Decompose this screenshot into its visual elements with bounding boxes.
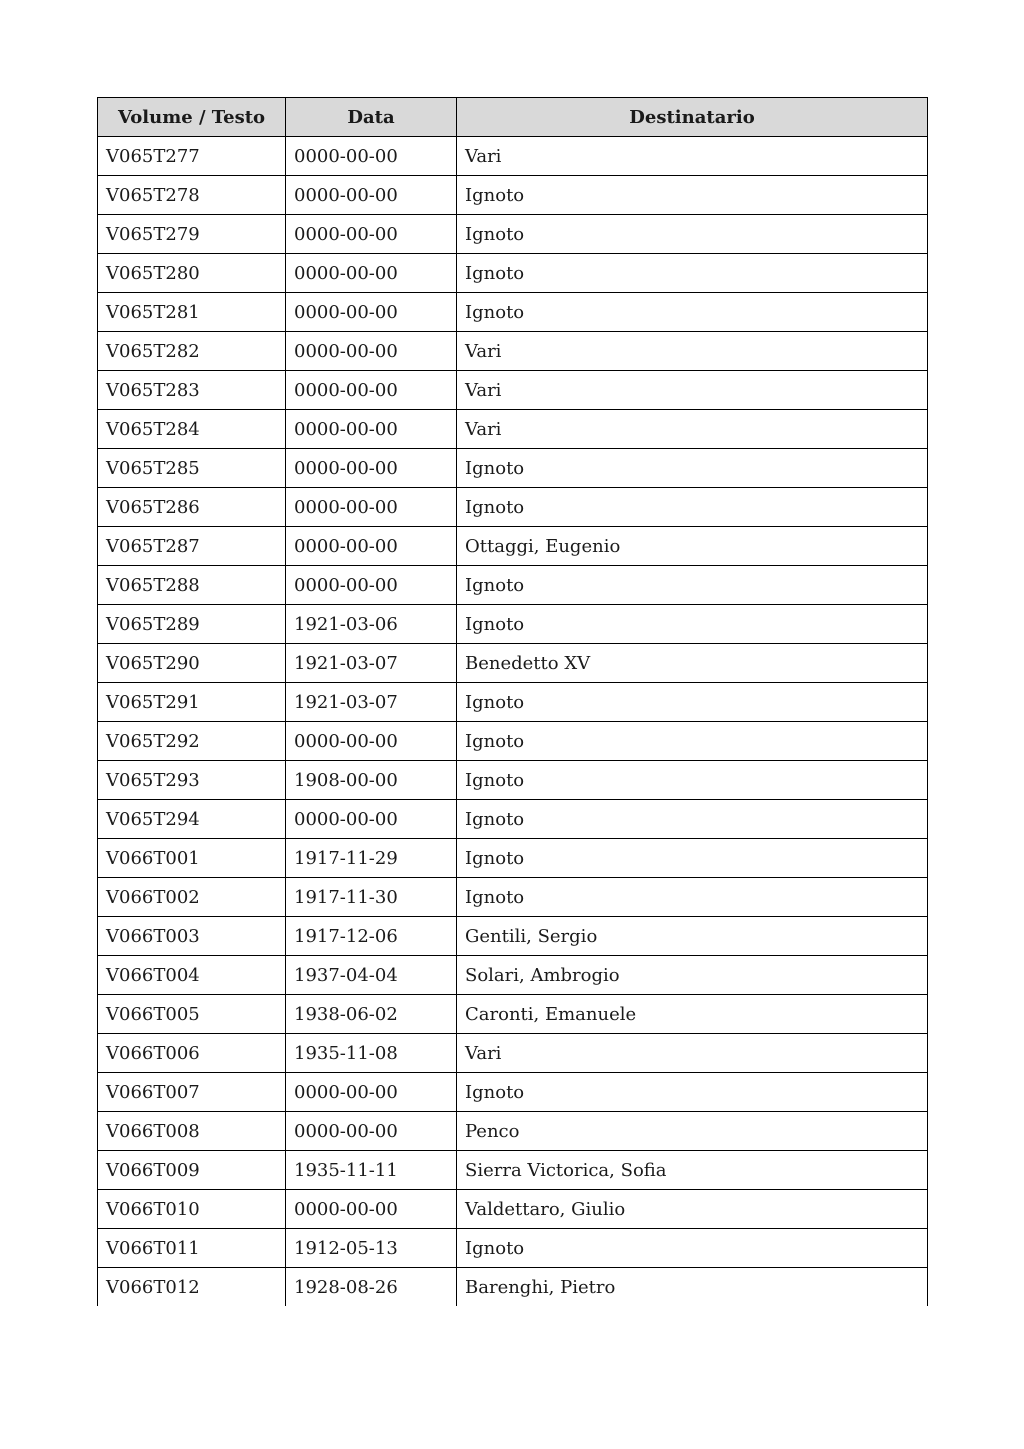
table-row <box>98 800 928 839</box>
table-row <box>98 332 928 371</box>
table-row <box>98 878 928 917</box>
document-page <box>97 97 927 1306</box>
cell-volume-testo: V065T281 <box>98 293 286 332</box>
cell-data: 1937-04-04 <box>286 956 457 995</box>
cell-destinatario: Ignoto <box>457 761 928 800</box>
cell-data: 0000-00-00 <box>286 800 457 839</box>
cell-data: 0000-00-00 <box>286 332 457 371</box>
cell-destinatario: Ottaggi, Eugenio <box>457 527 928 566</box>
cell-data: 0000-00-00 <box>286 1073 457 1112</box>
table-header <box>98 98 928 137</box>
cell-volume-testo: V066T003 <box>98 917 286 956</box>
cell-volume-testo: V066T012 <box>98 1268 286 1307</box>
cell-volume-testo: V065T285 <box>98 449 286 488</box>
cell-data: 0000-00-00 <box>286 566 457 605</box>
header-row <box>98 98 928 137</box>
cell-volume-testo: V066T002 <box>98 878 286 917</box>
cell-volume-testo: V065T283 <box>98 371 286 410</box>
cell-destinatario: Ignoto <box>457 839 928 878</box>
column-header-volume-testo: Volume / Testo <box>98 98 286 137</box>
cell-volume-testo: V066T010 <box>98 1190 286 1229</box>
cell-volume-testo: V066T011 <box>98 1229 286 1268</box>
cell-volume-testo: V065T288 <box>98 566 286 605</box>
cell-volume-testo: V065T293 <box>98 761 286 800</box>
table-row <box>98 449 928 488</box>
table-row <box>98 488 928 527</box>
cell-volume-testo: V066T006 <box>98 1034 286 1073</box>
cell-data: 1921-03-07 <box>286 644 457 683</box>
table-row <box>98 1268 928 1307</box>
table-row <box>98 1112 928 1151</box>
cell-volume-testo: V065T292 <box>98 722 286 761</box>
table-row <box>98 137 928 176</box>
cell-data: 0000-00-00 <box>286 371 457 410</box>
cell-data: 0000-00-00 <box>286 254 457 293</box>
cell-data: 1908-00-00 <box>286 761 457 800</box>
cell-destinatario: Solari, Ambrogio <box>457 956 928 995</box>
cell-destinatario: Ignoto <box>457 605 928 644</box>
cell-destinatario: Gentili, Sergio <box>457 917 928 956</box>
cell-data: 0000-00-00 <box>286 410 457 449</box>
cell-volume-testo: V065T290 <box>98 644 286 683</box>
cell-destinatario: Ignoto <box>457 215 928 254</box>
cell-destinatario: Ignoto <box>457 449 928 488</box>
table-row <box>98 605 928 644</box>
cell-destinatario: Barenghi, Pietro <box>457 1268 928 1307</box>
cell-data: 1935-11-08 <box>286 1034 457 1073</box>
cell-volume-testo: V065T280 <box>98 254 286 293</box>
cell-data: 0000-00-00 <box>286 722 457 761</box>
cell-data: 0000-00-00 <box>286 137 457 176</box>
cell-volume-testo: V065T277 <box>98 137 286 176</box>
cell-volume-testo: V065T282 <box>98 332 286 371</box>
cell-data: 1917-11-29 <box>286 839 457 878</box>
cell-data: 0000-00-00 <box>286 527 457 566</box>
cell-volume-testo: V066T004 <box>98 956 286 995</box>
table-row <box>98 371 928 410</box>
cell-data: 0000-00-00 <box>286 449 457 488</box>
table-row <box>98 956 928 995</box>
cell-destinatario: Benedetto XV <box>457 644 928 683</box>
cell-destinatario: Vari <box>457 1034 928 1073</box>
cell-destinatario: Ignoto <box>457 293 928 332</box>
table-row <box>98 761 928 800</box>
cell-destinatario: Ignoto <box>457 176 928 215</box>
table-row <box>98 1190 928 1229</box>
table-body <box>98 137 928 1307</box>
cell-destinatario: Vari <box>457 137 928 176</box>
cell-destinatario: Vari <box>457 332 928 371</box>
cell-data: 0000-00-00 <box>286 293 457 332</box>
cell-destinatario: Caronti, Emanuele <box>457 995 928 1034</box>
letters-table <box>97 97 928 1306</box>
table-row <box>98 566 928 605</box>
table-row <box>98 254 928 293</box>
cell-destinatario: Vari <box>457 371 928 410</box>
cell-volume-testo: V066T008 <box>98 1112 286 1151</box>
table-row <box>98 410 928 449</box>
cell-volume-testo: V066T007 <box>98 1073 286 1112</box>
table-row <box>98 215 928 254</box>
cell-destinatario: Ignoto <box>457 722 928 761</box>
cell-destinatario: Ignoto <box>457 878 928 917</box>
cell-destinatario: Ignoto <box>457 566 928 605</box>
cell-data: 0000-00-00 <box>286 1190 457 1229</box>
cell-destinatario: Ignoto <box>457 800 928 839</box>
cell-volume-testo: V065T291 <box>98 683 286 722</box>
cell-volume-testo: V065T284 <box>98 410 286 449</box>
column-header-destinatario: Destinatario <box>457 98 928 137</box>
cell-data: 1928-08-26 <box>286 1268 457 1307</box>
table-row <box>98 995 928 1034</box>
cell-data: 0000-00-00 <box>286 215 457 254</box>
cell-destinatario: Vari <box>457 410 928 449</box>
cell-data: 0000-00-00 <box>286 176 457 215</box>
table-row <box>98 527 928 566</box>
table-row <box>98 917 928 956</box>
cell-volume-testo: V065T286 <box>98 488 286 527</box>
table-row <box>98 839 928 878</box>
cell-volume-testo: V065T289 <box>98 605 286 644</box>
cell-volume-testo: V065T278 <box>98 176 286 215</box>
table-row <box>98 644 928 683</box>
cell-volume-testo: V065T279 <box>98 215 286 254</box>
table-row <box>98 176 928 215</box>
column-header-data: Data <box>286 98 457 137</box>
cell-destinatario: Ignoto <box>457 254 928 293</box>
cell-destinatario: Sierra Victorica, Sofia <box>457 1151 928 1190</box>
cell-data: 0000-00-00 <box>286 488 457 527</box>
table-row <box>98 293 928 332</box>
cell-destinatario: Ignoto <box>457 1073 928 1112</box>
cell-data: 1921-03-06 <box>286 605 457 644</box>
cell-destinatario: Ignoto <box>457 1229 928 1268</box>
cell-data: 1935-11-11 <box>286 1151 457 1190</box>
cell-volume-testo: V066T001 <box>98 839 286 878</box>
cell-data: 0000-00-00 <box>286 1112 457 1151</box>
cell-data: 1912-05-13 <box>286 1229 457 1268</box>
cell-volume-testo: V065T294 <box>98 800 286 839</box>
cell-data: 1917-11-30 <box>286 878 457 917</box>
table-row <box>98 1151 928 1190</box>
table-row <box>98 1034 928 1073</box>
table-row <box>98 722 928 761</box>
table-row <box>98 1073 928 1112</box>
cell-volume-testo: V065T287 <box>98 527 286 566</box>
cell-volume-testo: V066T009 <box>98 1151 286 1190</box>
cell-data: 1938-06-02 <box>286 995 457 1034</box>
cell-destinatario: Penco <box>457 1112 928 1151</box>
cell-volume-testo: V066T005 <box>98 995 286 1034</box>
cell-destinatario: Ignoto <box>457 683 928 722</box>
cell-destinatario: Ignoto <box>457 488 928 527</box>
cell-data: 1917-12-06 <box>286 917 457 956</box>
table-row <box>98 683 928 722</box>
cell-data: 1921-03-07 <box>286 683 457 722</box>
table-row <box>98 1229 928 1268</box>
cell-destinatario: Valdettaro, Giulio <box>457 1190 928 1229</box>
